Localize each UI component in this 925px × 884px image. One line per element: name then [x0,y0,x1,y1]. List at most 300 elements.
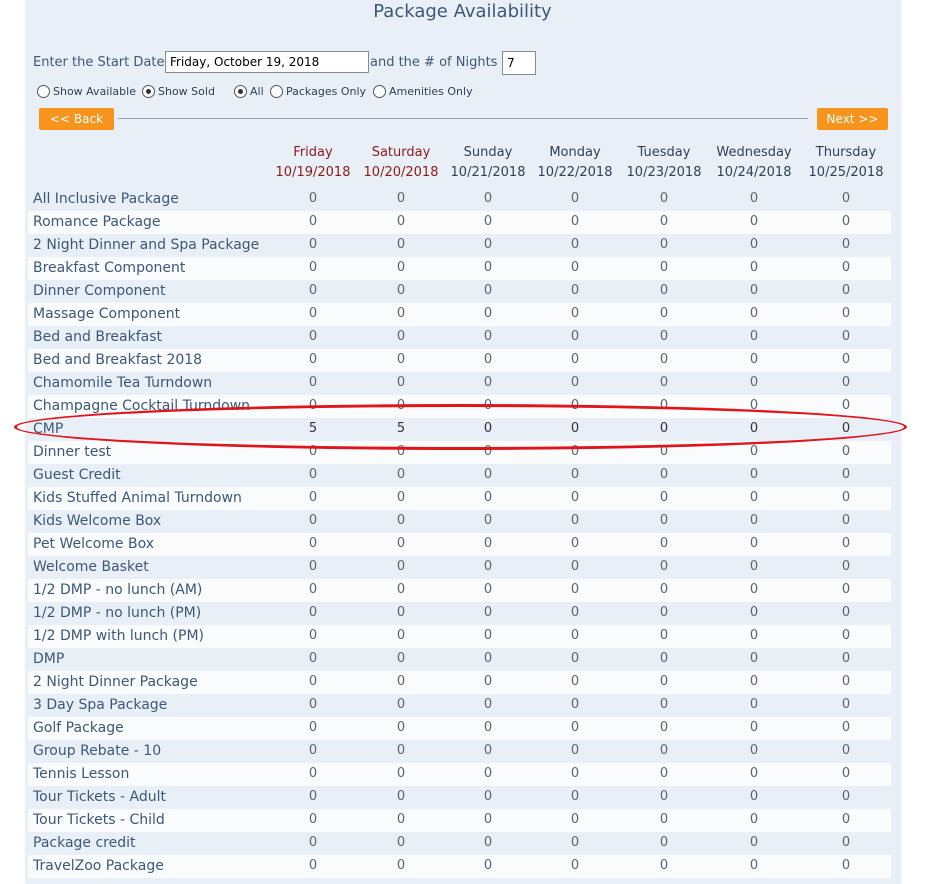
availability-cell: 0 [749,467,759,482]
column-date: 10/22/2018 [537,165,613,180]
page-title: Package Availability [373,1,552,22]
availability-cell: 0 [570,329,580,344]
table-row [28,280,891,303]
availability-cell: 0 [570,651,580,666]
availability-cell: 0 [749,766,759,781]
package-name[interactable]: Tennis Lesson [33,766,130,782]
availability-cell: 0 [659,260,669,275]
availability-cell: 0 [570,766,580,781]
availability-cell: 0 [570,237,580,252]
table-row [28,372,891,395]
availability-cell: 0 [570,352,580,367]
availability-cell: 0 [396,835,406,850]
availability-cell: 0 [396,306,406,321]
availability-cell: 0 [483,421,493,436]
nights-input[interactable] [502,51,536,75]
availability-cell: 0 [841,237,851,252]
availability-cell: 0 [659,283,669,298]
availability-cell: 0 [570,559,580,574]
availability-cell: 0 [570,260,580,275]
availability-cell: 0 [308,444,318,459]
availability-cell: 0 [483,743,493,758]
availability-cell: 0 [659,674,669,689]
package-name[interactable]: Romance Package [33,214,161,230]
availability-cell: 0 [308,582,318,597]
table-row [28,487,891,510]
availability-cell: 0 [308,559,318,574]
availability-cell: 0 [483,467,493,482]
column-header [448,143,528,183]
availability-cell: 0 [841,651,851,666]
table-row [28,188,891,211]
availability-cell: 0 [749,191,759,206]
column-date: 10/23/2018 [626,165,702,180]
availability-cell: 0 [841,858,851,873]
availability-cell: 0 [308,490,318,505]
availability-cell: 0 [396,536,406,551]
availability-cell: 0 [308,766,318,781]
availability-cell: 0 [749,743,759,758]
availability-cell: 0 [841,789,851,804]
availability-cell: 5 [308,421,318,436]
availability-cell: 0 [483,858,493,873]
package-name[interactable]: Dinner Component [33,283,166,299]
availability-cell: 0 [570,812,580,827]
table-row [28,234,891,257]
radio-circle[interactable] [37,85,50,98]
availability-cell: 0 [483,720,493,735]
next-button[interactable]: Next >> [817,108,888,130]
availability-cell: 0 [749,214,759,229]
availability-cell: 0 [749,306,759,321]
table-row [28,694,891,717]
package-name[interactable]: CMP [33,421,64,437]
package-name[interactable]: Champagne Cocktail Turndown [33,398,251,414]
availability-cell: 0 [483,536,493,551]
availability-table [28,188,891,878]
availability-cell: 0 [841,352,851,367]
availability-cell: 0 [396,375,406,390]
availability-cell: 0 [396,237,406,252]
table-row [28,326,891,349]
column-date: 10/19/2018 [275,165,351,180]
package-name[interactable]: TravelZoo Package [33,858,164,874]
availability-cell: 0 [659,237,669,252]
availability-cell: 0 [308,398,318,413]
table-row [28,809,891,832]
availability-cell: 0 [570,421,580,436]
table-row [28,257,891,280]
availability-cell: 0 [483,214,493,229]
availability-cell: 0 [483,375,493,390]
radio-circle-checked[interactable] [142,85,155,98]
column-date: 10/20/2018 [363,165,439,180]
availability-cell: 0 [570,789,580,804]
column-date: 10/24/2018 [716,165,792,180]
column-day: Monday [549,145,601,160]
package-name[interactable]: Breakfast Component [33,260,186,276]
availability-cell: 0 [308,513,318,528]
package-name[interactable]: 2 Night Dinner Package [33,674,198,690]
table-row [28,602,891,625]
column-date: 10/25/2018 [808,165,884,180]
availability-cell: 0 [841,375,851,390]
availability-cell: 0 [570,214,580,229]
availability-cell: 0 [841,260,851,275]
availability-cell: 0 [396,191,406,206]
availability-cell: 0 [841,536,851,551]
availability-cell: 0 [841,743,851,758]
availability-cell: 0 [483,766,493,781]
availability-cell: 0 [570,467,580,482]
availability-cell: 0 [483,191,493,206]
packages-only-label: Packages Only [286,84,367,98]
availability-cell: 0 [308,329,318,344]
availability-cell: 0 [308,306,318,321]
column-day: Friday [293,145,333,160]
availability-cell: 0 [749,536,759,551]
package-name[interactable]: 3 Day Spa Package [33,697,168,713]
column-day: Saturday [371,145,431,160]
availability-cell: 0 [570,490,580,505]
availability-cell: 0 [396,559,406,574]
availability-cell: 0 [841,513,851,528]
availability-cell: 0 [570,513,580,528]
availability-cell: 0 [570,536,580,551]
availability-cell: 0 [483,352,493,367]
package-name[interactable]: Group Rebate - 10 [33,743,162,759]
availability-cell: 0 [483,697,493,712]
availability-cell: 0 [308,283,318,298]
availability-cell: 0 [396,697,406,712]
availability-cell: 0 [570,283,580,298]
availability-cell: 0 [396,260,406,275]
availability-cell: 0 [659,536,669,551]
column-header [624,143,704,183]
availability-cell: 0 [308,674,318,689]
availability-cell: 0 [841,191,851,206]
availability-cell: 0 [841,444,851,459]
availability-cell: 0 [308,720,318,735]
package-name[interactable]: 1/2 DMP - no lunch (PM) [33,605,202,621]
availability-cell: 0 [308,605,318,620]
availability-cell: 0 [483,559,493,574]
column-day: Sunday [463,145,513,160]
availability-cell: 0 [659,812,669,827]
availability-cell: 0 [570,674,580,689]
package-name[interactable]: Golf Package [33,720,124,736]
radio-circle[interactable] [373,85,386,98]
table-row [28,349,891,372]
all-label: All [250,84,264,98]
availability-cell: 0 [308,214,318,229]
column-header [535,143,615,183]
availability-cell: 0 [841,559,851,574]
availability-cell: 0 [659,559,669,574]
availability-cell: 0 [841,766,851,781]
show-available-radio[interactable] [37,83,136,99]
package-name[interactable]: Kids Welcome Box [33,513,162,529]
availability-cell: 0 [659,651,669,666]
availability-cell: 0 [483,237,493,252]
availability-cell: 0 [659,582,669,597]
table-row [28,579,891,602]
availability-cell: 0 [308,651,318,666]
availability-cell: 0 [841,812,851,827]
availability-cell: 0 [659,605,669,620]
table-row [28,740,891,763]
availability-cell: 0 [308,858,318,873]
divider [118,118,808,119]
availability-cell: 0 [396,283,406,298]
package-name[interactable]: Pet Welcome Box [33,536,155,552]
package-name[interactable]: Kids Stuffed Animal Turndown [33,490,242,506]
availability-cell: 0 [483,513,493,528]
availability-cell: 0 [749,490,759,505]
availability-cell: 0 [841,214,851,229]
start-date-input[interactable] [165,51,369,73]
availability-cell: 0 [483,605,493,620]
availability-cell: 0 [749,812,759,827]
availability-cell: 0 [308,375,318,390]
availability-cell: 0 [396,467,406,482]
show-sold-radio[interactable] [142,83,215,99]
availability-cell: 0 [483,306,493,321]
availability-cell: 0 [659,697,669,712]
table-row [28,556,891,579]
column-day: Tuesday [637,145,691,160]
availability-cell: 0 [308,237,318,252]
availability-cell: 0 [659,329,669,344]
availability-cell: 0 [659,306,669,321]
availability-cell: 0 [749,375,759,390]
availability-cell: 0 [749,720,759,735]
column-day: Thursday [815,145,877,160]
availability-cell: 0 [396,398,406,413]
availability-cell: 0 [841,329,851,344]
availability-cell: 0 [749,237,759,252]
availability-cell: 0 [396,766,406,781]
nights-label: and the # of Nights [370,55,498,70]
package-name[interactable]: Package credit [33,835,136,851]
table-row [28,832,891,855]
availability-cell: 0 [659,375,669,390]
availability-cell: 0 [570,605,580,620]
availability-cell: 0 [749,697,759,712]
availability-cell: 0 [749,398,759,413]
availability-cell: 0 [841,605,851,620]
availability-cell: 0 [483,582,493,597]
package-name[interactable]: Dinner test [33,444,112,460]
package-name[interactable]: 1/2 DMP with lunch (PM) [33,628,204,644]
availability-cell: 0 [396,329,406,344]
amenities-only-label: Amenities Only [389,84,473,98]
availability-cell: 0 [308,191,318,206]
availability-cell: 0 [570,582,580,597]
availability-cell: 0 [570,444,580,459]
table-row [28,533,891,556]
availability-cell: 0 [749,513,759,528]
table-row [28,625,891,648]
column-day: Wednesday [716,145,792,160]
availability-cell: 0 [396,651,406,666]
availability-cell: 0 [483,260,493,275]
availability-cell: 0 [841,421,851,436]
table-row [28,303,891,326]
show-sold-label: Show Sold [158,84,215,98]
availability-cell: 0 [308,260,318,275]
availability-cell: 0 [483,628,493,643]
availability-cell: 0 [483,835,493,850]
availability-cell: 0 [483,283,493,298]
package-name[interactable]: Tour Tickets - Adult [33,789,166,805]
availability-cell: 0 [659,421,669,436]
availability-cell: 0 [396,605,406,620]
availability-cell: 0 [483,674,493,689]
availability-cell: 0 [659,835,669,850]
availability-cell: 0 [483,444,493,459]
availability-cell: 0 [396,513,406,528]
availability-cell: 0 [841,628,851,643]
table-row [28,786,891,809]
table-row [28,418,891,441]
availability-cell: 0 [841,720,851,735]
table-row [28,211,891,234]
availability-cell: 0 [396,812,406,827]
availability-cell: 0 [483,490,493,505]
all-radio[interactable] [234,83,264,99]
column-header [710,143,798,183]
availability-cell: 0 [308,789,318,804]
availability-cell: 0 [570,720,580,735]
table-row [28,717,891,740]
table-row [28,395,891,418]
availability-cell: 0 [659,789,669,804]
column-date: 10/21/2018 [450,165,526,180]
availability-cell: 0 [659,743,669,758]
availability-cell: 0 [749,559,759,574]
availability-cell: 0 [659,858,669,873]
availability-cell: 0 [570,628,580,643]
availability-cell: 0 [570,743,580,758]
back-button[interactable]: << Back [39,108,114,130]
availability-cell: 0 [396,789,406,804]
availability-cell: 0 [570,375,580,390]
availability-cell: 0 [659,766,669,781]
availability-cell: 0 [570,858,580,873]
availability-cell: 0 [308,743,318,758]
availability-cell: 0 [396,352,406,367]
availability-cell: 0 [396,743,406,758]
availability-cell: 0 [749,421,759,436]
package-name[interactable]: Bed and Breakfast 2018 [33,352,203,368]
start-date-label: Enter the Start Date [33,55,165,70]
table-row [28,763,891,786]
package-name[interactable]: Guest Credit [33,467,121,483]
availability-cell: 0 [570,835,580,850]
package-name[interactable]: Welcome Basket [33,559,149,575]
availability-cell: 0 [396,582,406,597]
column-header [806,143,886,183]
availability-cell: 0 [749,628,759,643]
package-name[interactable]: DMP [33,651,65,667]
availability-cell: 0 [659,214,669,229]
availability-cell: 0 [749,835,759,850]
table-row [28,671,891,694]
package-name[interactable]: Massage Component [33,306,181,322]
availability-cell: 0 [396,490,406,505]
package-name[interactable]: All Inclusive Package [33,191,179,207]
availability-cell: 0 [659,720,669,735]
radio-circle-checked[interactable] [234,85,247,98]
availability-cell: 0 [749,352,759,367]
availability-cell: 0 [659,628,669,643]
availability-cell: 0 [749,329,759,344]
availability-cell: 0 [749,260,759,275]
availability-cell: 0 [749,582,759,597]
availability-cell: 0 [308,812,318,827]
availability-cell: 0 [749,283,759,298]
availability-cell: 0 [570,697,580,712]
availability-cell: 0 [841,467,851,482]
radio-circle[interactable] [270,85,283,98]
table-row [28,648,891,671]
availability-cell: 0 [483,812,493,827]
availability-cell: 0 [841,306,851,321]
availability-cell: 0 [396,628,406,643]
availability-cell: 0 [841,697,851,712]
availability-cell: 0 [749,789,759,804]
availability-cell: 0 [659,352,669,367]
table-row [28,855,891,878]
column-header [273,143,353,183]
availability-cell: 0 [659,467,669,482]
availability-cell: 0 [841,582,851,597]
availability-cell: 0 [483,329,493,344]
availability-cell: 0 [841,398,851,413]
availability-cell: 0 [308,697,318,712]
amenities-only-radio[interactable] [373,83,473,99]
availability-cell: 0 [570,398,580,413]
availability-cell: 0 [483,398,493,413]
availability-cell: 0 [659,191,669,206]
availability-cell: 5 [396,421,406,436]
package-name[interactable]: 2 Night Dinner and Spa Package [33,237,260,253]
availability-cell: 0 [396,444,406,459]
package-name[interactable]: 1/2 DMP - no lunch (AM) [33,582,203,598]
availability-cell: 0 [749,674,759,689]
availability-cell: 0 [659,398,669,413]
package-name[interactable]: Tour Tickets - Child [33,812,165,828]
show-available-label: Show Available [53,84,136,98]
availability-cell: 0 [659,444,669,459]
table-row [28,510,891,533]
availability-cell: 0 [841,674,851,689]
package-name[interactable]: Chamomile Tea Turndown [33,375,213,391]
availability-cell: 0 [308,352,318,367]
package-name[interactable]: Bed and Breakfast [33,329,162,345]
availability-cell: 0 [483,651,493,666]
availability-cell: 0 [483,789,493,804]
availability-cell: 0 [570,191,580,206]
availability-cell: 0 [396,858,406,873]
availability-cell: 0 [396,720,406,735]
availability-cell: 0 [841,490,851,505]
availability-cell: 0 [749,605,759,620]
packages-only-radio[interactable] [270,83,366,99]
availability-cell: 0 [841,283,851,298]
availability-cell: 0 [308,467,318,482]
